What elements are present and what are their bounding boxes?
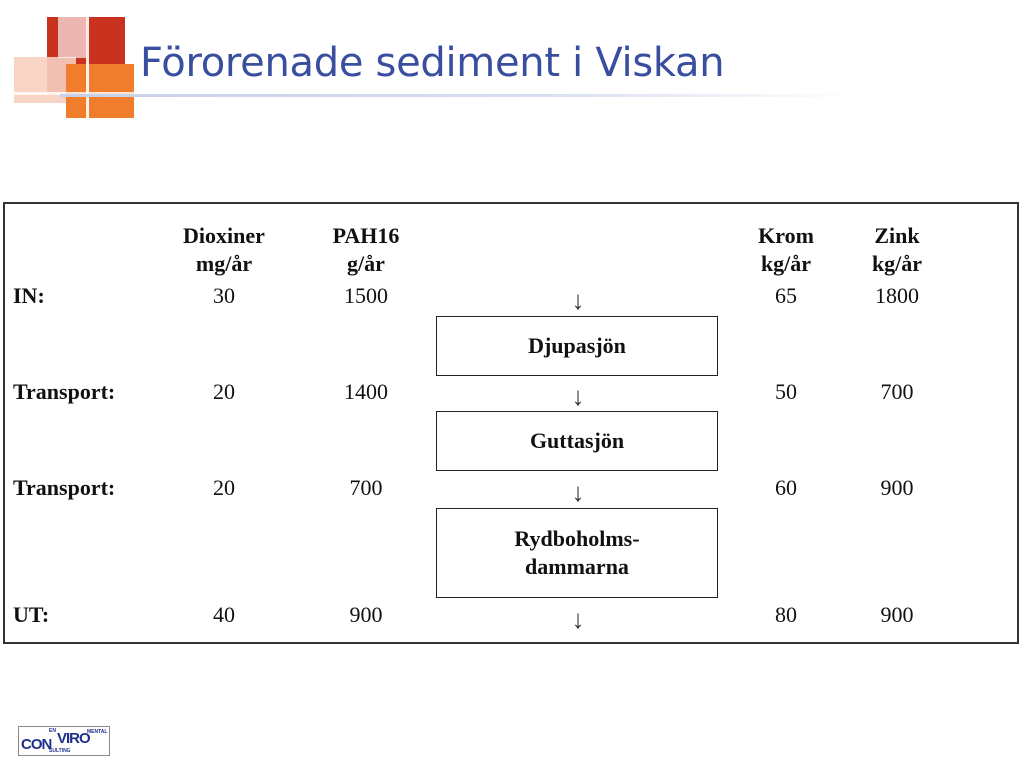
header-dioxiner-name: Dioxiner <box>183 223 265 248</box>
header-krom-name: Krom <box>758 223 814 248</box>
slide-title: Förorenade sediment i Viskan <box>140 40 725 86</box>
decor-square-orange <box>66 64 134 118</box>
row-label-transport-1: Transport: <box>13 379 116 404</box>
logo-mental-text: MENTAL <box>87 729 108 735</box>
row-label-in: IN: <box>13 283 45 308</box>
value-transport2-dioxiner: 20 <box>213 475 235 500</box>
value-ut-dioxiner: 40 <box>213 602 235 627</box>
value-ut-zink: 900 <box>880 602 914 627</box>
header-zink-unit: kg/år <box>871 251 923 276</box>
value-transport1-pah16: 1400 <box>344 379 388 404</box>
value-transport2-krom: 60 <box>775 475 797 500</box>
value-ut-krom: 80 <box>775 602 797 627</box>
conviro-logo <box>18 726 110 756</box>
lake-box-rydboholmsdammarna <box>436 508 718 598</box>
header-dioxiner <box>154 222 294 278</box>
title-underline <box>60 94 860 97</box>
flow-arrow-2: ↓ <box>571 382 585 411</box>
lake-rydboholms-label-line2: dammarna <box>525 554 629 579</box>
decor-vertical-line <box>86 5 89 121</box>
header-pah16-name: PAH16 <box>332 223 400 248</box>
flow-arrow-4: ↓ <box>571 605 585 634</box>
logo-sulting-text: SULTING <box>49 748 71 754</box>
value-transport1-dioxiner: 20 <box>213 379 235 404</box>
value-ut-pah16: 900 <box>349 602 383 627</box>
header-dioxiner-unit: mg/år <box>195 251 253 276</box>
lake-guttasjon-label: Guttasjön <box>529 428 625 453</box>
logo-viro-text: VIRO <box>57 730 90 747</box>
header-krom-unit: kg/år <box>760 251 812 276</box>
value-in-pah16: 1500 <box>344 283 388 308</box>
lake-box-djupasjon <box>436 316 718 376</box>
lake-rydboholms-label-line1: Rydboholms- <box>514 526 640 551</box>
value-transport2-pah16: 700 <box>349 475 383 500</box>
value-in-zink: 1800 <box>875 283 919 308</box>
lake-box-guttasjon <box>436 411 718 471</box>
header-zink-name: Zink <box>874 223 920 248</box>
value-in-dioxiner: 30 <box>213 283 235 308</box>
header-pah16-unit: g/år <box>347 251 385 276</box>
value-transport1-zink: 700 <box>880 379 914 404</box>
row-label-transport-2: Transport: <box>13 475 116 500</box>
header-zink <box>827 222 967 278</box>
row-label-ut: UT: <box>13 602 50 627</box>
flow-arrow-3: ↓ <box>571 478 585 507</box>
value-in-krom: 65 <box>775 283 797 308</box>
logo-con-text: CON <box>21 736 52 753</box>
decor-square-white <box>58 0 86 58</box>
value-transport2-zink: 900 <box>880 475 914 500</box>
value-transport1-krom: 50 <box>775 379 797 404</box>
lake-djupasjon-label: Djupasjön <box>528 333 626 358</box>
flow-arrow-1: ↓ <box>571 286 585 315</box>
header-pah16 <box>296 222 436 278</box>
logo-en-text: EN <box>49 728 56 734</box>
